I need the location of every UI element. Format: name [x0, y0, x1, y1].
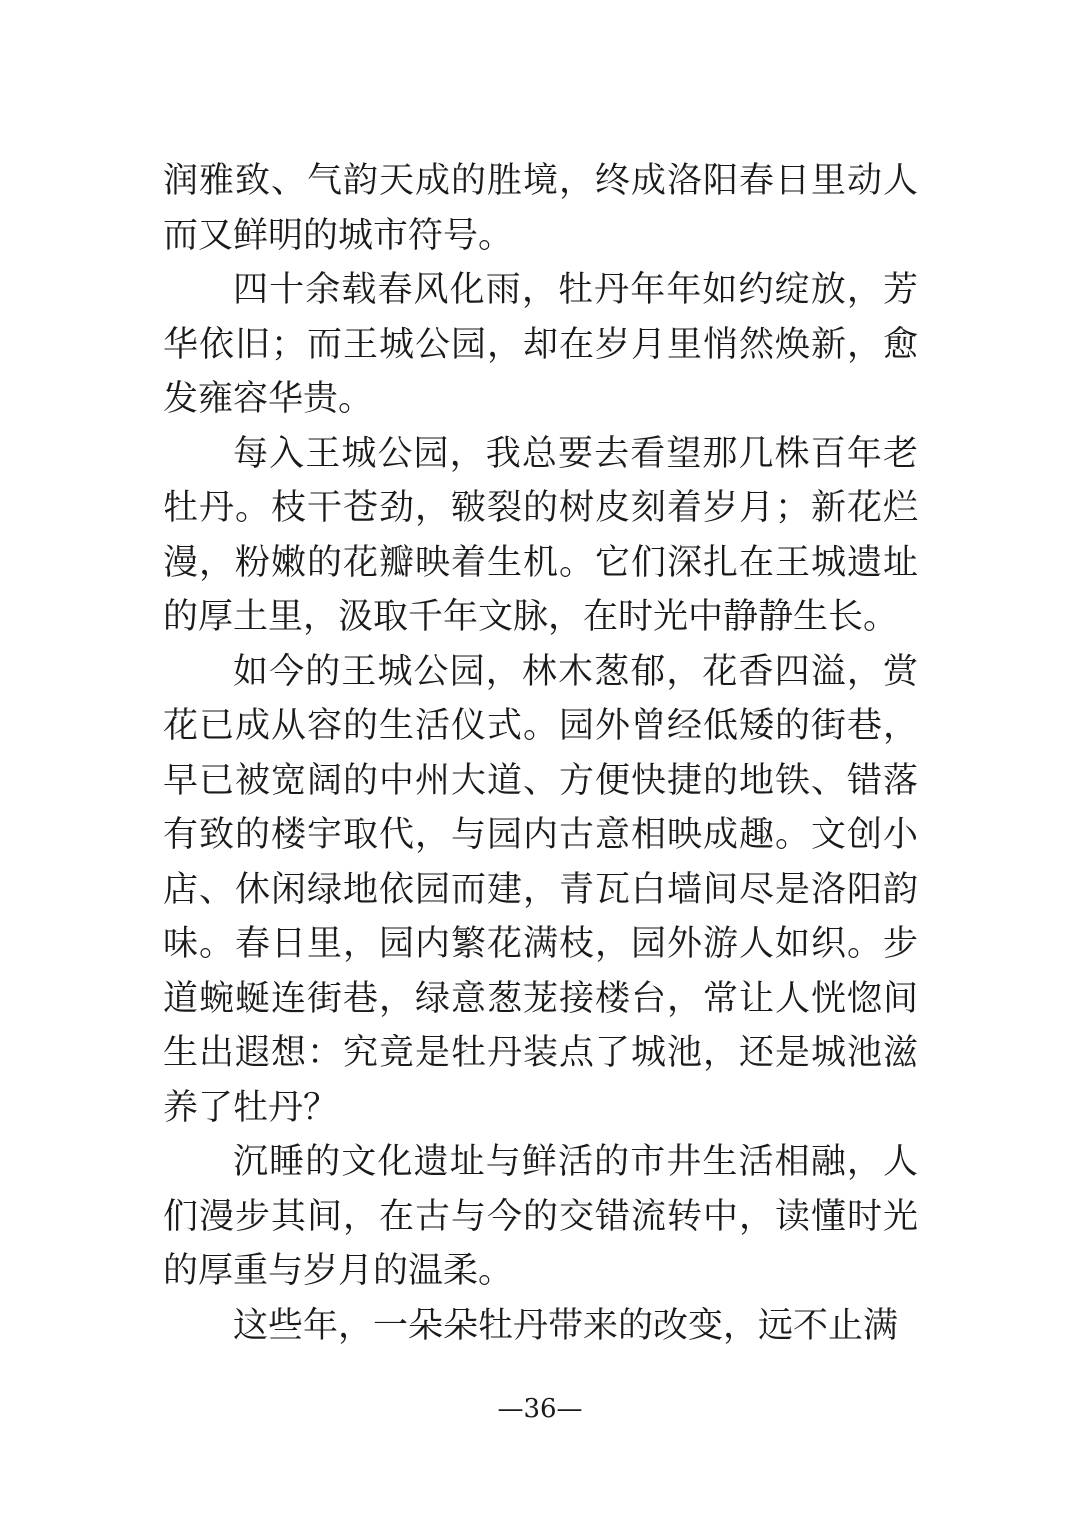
paragraph-6: 这些年，一朵朵牡丹带来的改变，远不止满	[233, 1305, 899, 1346]
page-number: —36—	[497, 1394, 583, 1424]
paragraph-5: 沉睡的文化遗址与鲜活的市井生活相融，人们漫步其间，在古与今的交错流转中，读懂时光的厚重与岁月的温柔。	[163, 1142, 918, 1291]
paragraph-3: 每入王城公园，我总要去看望那几株百年老牡丹。枝干苍劲，皲裂的树皮刻着岁月；新花烂漫，粉嫩的花瓣映着生机。它们深扎在王城遗址的厚土里，汲取千年文脉，在时光中静静生长。	[163, 433, 918, 637]
paragraph-4: 如今的王城公园，林木葱郁，花香四溢，赏花已成从容的生活仪式。园外曾经低矮的街巷，早已被宽阔的中州大道、方便快捷的地铁、错落有致的楼宇取代，与园内古意相映成趣。文创小店、休闲绿地依园而建，青瓦白墙间尽是洛阳韵味。春日里，园内繁花满枝，园外游人如织。步道蜿蜒连街巷，绿意葱茏接楼台，常让人恍惚间生出遐想：究竟是牡丹装点了城池，还是城池滋养了牡丹？	[163, 651, 918, 1128]
paragraph-2: 四十余载春风化雨，牡丹年年如约绽放，芳华依旧；而王城公园，却在岁月里悄然焕新，愈发雍容华贵。	[163, 270, 918, 419]
article-body	[163, 154, 918, 1353]
paragraph-1: 润雅致、气韵天成的胜境，终成洛阳春日里动人而又鲜明的城市符号。	[163, 161, 918, 256]
